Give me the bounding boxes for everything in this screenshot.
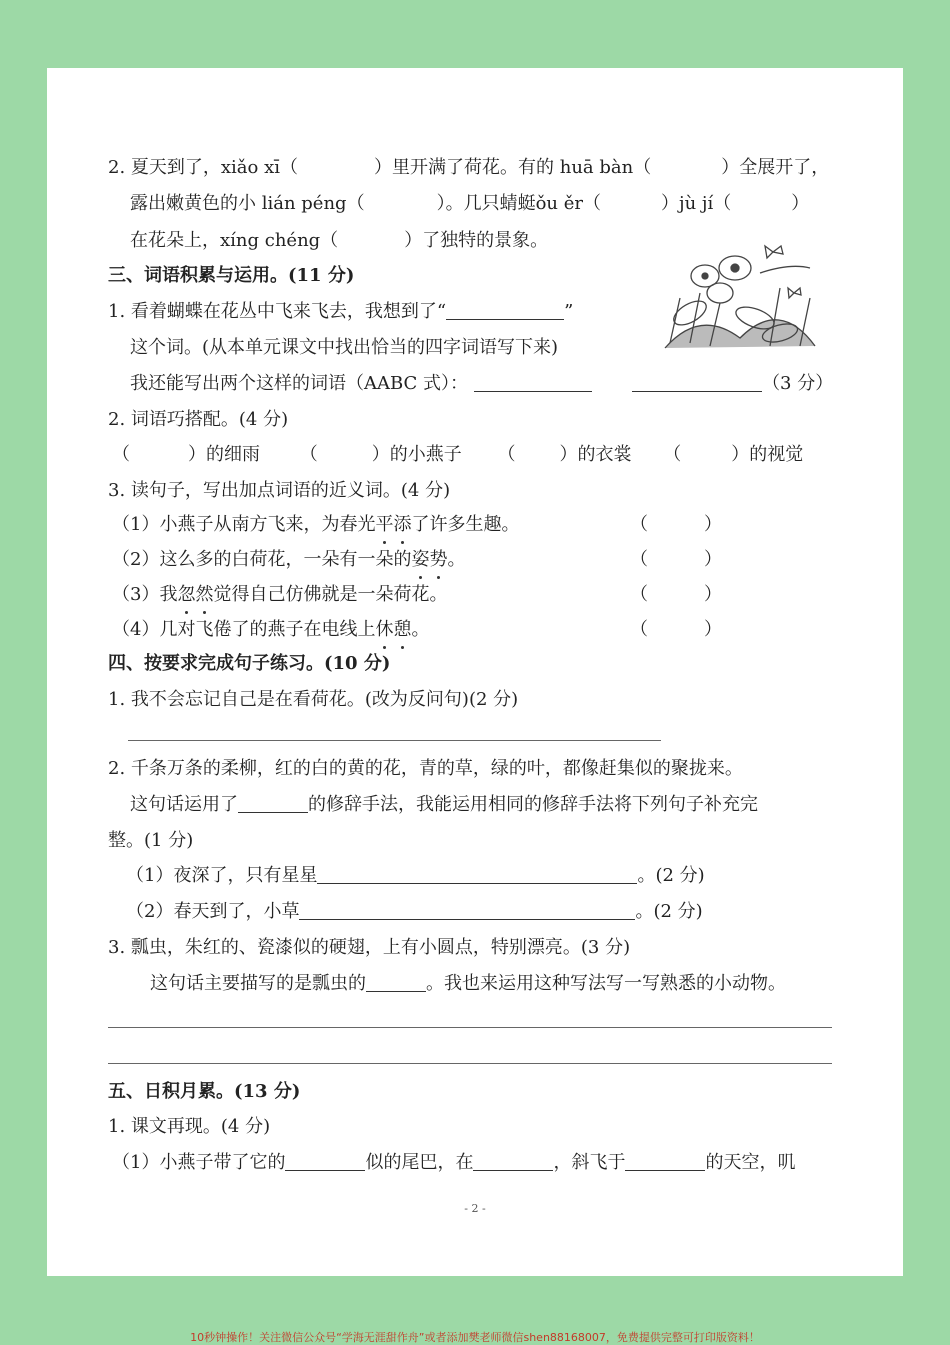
q2-line-3: 在花朵上，xíng chéng（ ）了独特的景象。 [130,230,549,251]
s3-q1-hint: 这个词。(从本单元课文中找出恰当的四字词语写下来) [130,337,559,358]
section-4-title: 四、按要求完成句子练习。(10 分) [108,653,391,674]
section-5-title: 五、日积月累。(13 分) [108,1081,301,1102]
s3-q3-sentence-3: （3）我忽然觉得自己仿佛就是一朵荷花。 [112,582,447,608]
s4-q3: 3. 瓢虫，朱红的、瓷漆似的硬翅，上有小圆点，特别漂亮。(3 分) [108,937,631,958]
s4-q1: 1. 我不会忘记自己是在看荷花。(改为反问句)(2 分) [108,689,519,710]
q2-line-1: 2. 夏天到了，xiǎo xī（ ）里开满了荷花。有的 huā bàn（ ）全展开了， [108,157,830,178]
s4-q1-answer-line [128,740,661,741]
section-3-title: 三、词语积累与运用。(11 分) [108,265,355,286]
s4-q2-line-3: 整。(1 分) [108,830,194,851]
s3-q2-matching: （ ）的细雨 （ ）的小燕子 （ ）的衣裳 （ ）的视觉 [112,444,804,465]
s3-q3-title: 3. 读句子，写出加点词语的近义词。(4 分) [108,480,451,501]
s3-q3-sentence-1: （1）小燕子从南方飞来，为春光平添了许多生趣。 [112,512,519,538]
s4-q2-part-2: （2）春天到了，小草 。(2 分) [126,901,703,922]
s4-q2: 2. 千条万条的柔柳，红的白的黄的花，青的草，绿的叶，都像赶集似的聚拢来。 [108,758,743,779]
page-number: - 2 - [464,1202,486,1215]
s4-q3-answer-line-1 [108,1027,832,1028]
q2-line-2: 露出嫩黄色的小 lián péng（ ）。几只蜻蜓ǒu ěr（ ）jù jí（ ） [130,193,810,214]
s3-q1-line: 1. 看着蝴蝶在花丛中飞来飞去，我想到了“ ” [108,301,574,322]
s4-q2-part-1: （1）夜深了，只有星星 。(2 分) [126,865,705,886]
s5-q1-part-1: （1）小燕子带了它的 似的尾巴，在 ，斜飞于 的天空，叽 [112,1152,796,1173]
answer-paren-1: （ ） [630,514,722,535]
s4-q3-answer-line-2 [108,1063,832,1064]
s5-q1: 1. 课文再现。(4 分) [108,1116,271,1137]
s3-q3-sentence-2: （2）这么多的白荷花，一朵有一朵的姿势。 [112,547,465,573]
answer-paren-2: （ ） [630,549,722,570]
s3-q3-sentence-4: （4）几对飞倦了的燕子在电线上休憩。 [112,617,429,643]
s4-q2-line-2: 这句话运用了 的修辞手法，我能运用相同的修辞手法将下列句子补充完 [130,794,758,815]
answer-paren-3: （ ） [630,584,722,605]
s3-q1-extra: 我还能写出两个这样的词语（AABC 式）： （3 分） [130,373,834,394]
s3-q2-title: 2. 词语巧搭配。(4 分) [108,409,289,430]
promo-footer: 10秒钟操作！关注微信公众号“学海无涯甜作舟”或者添加樊老师微信shen88168007，免费提供完整可打印版资料！ [190,1331,760,1344]
answer-paren-4: （ ） [630,619,722,640]
s4-q3-line-2: 这句话主要描写的是瓢虫的 。我也来运用这种写法写一写熟悉的小动物。 [150,973,786,994]
butterfly-flower-illustration [660,238,820,353]
